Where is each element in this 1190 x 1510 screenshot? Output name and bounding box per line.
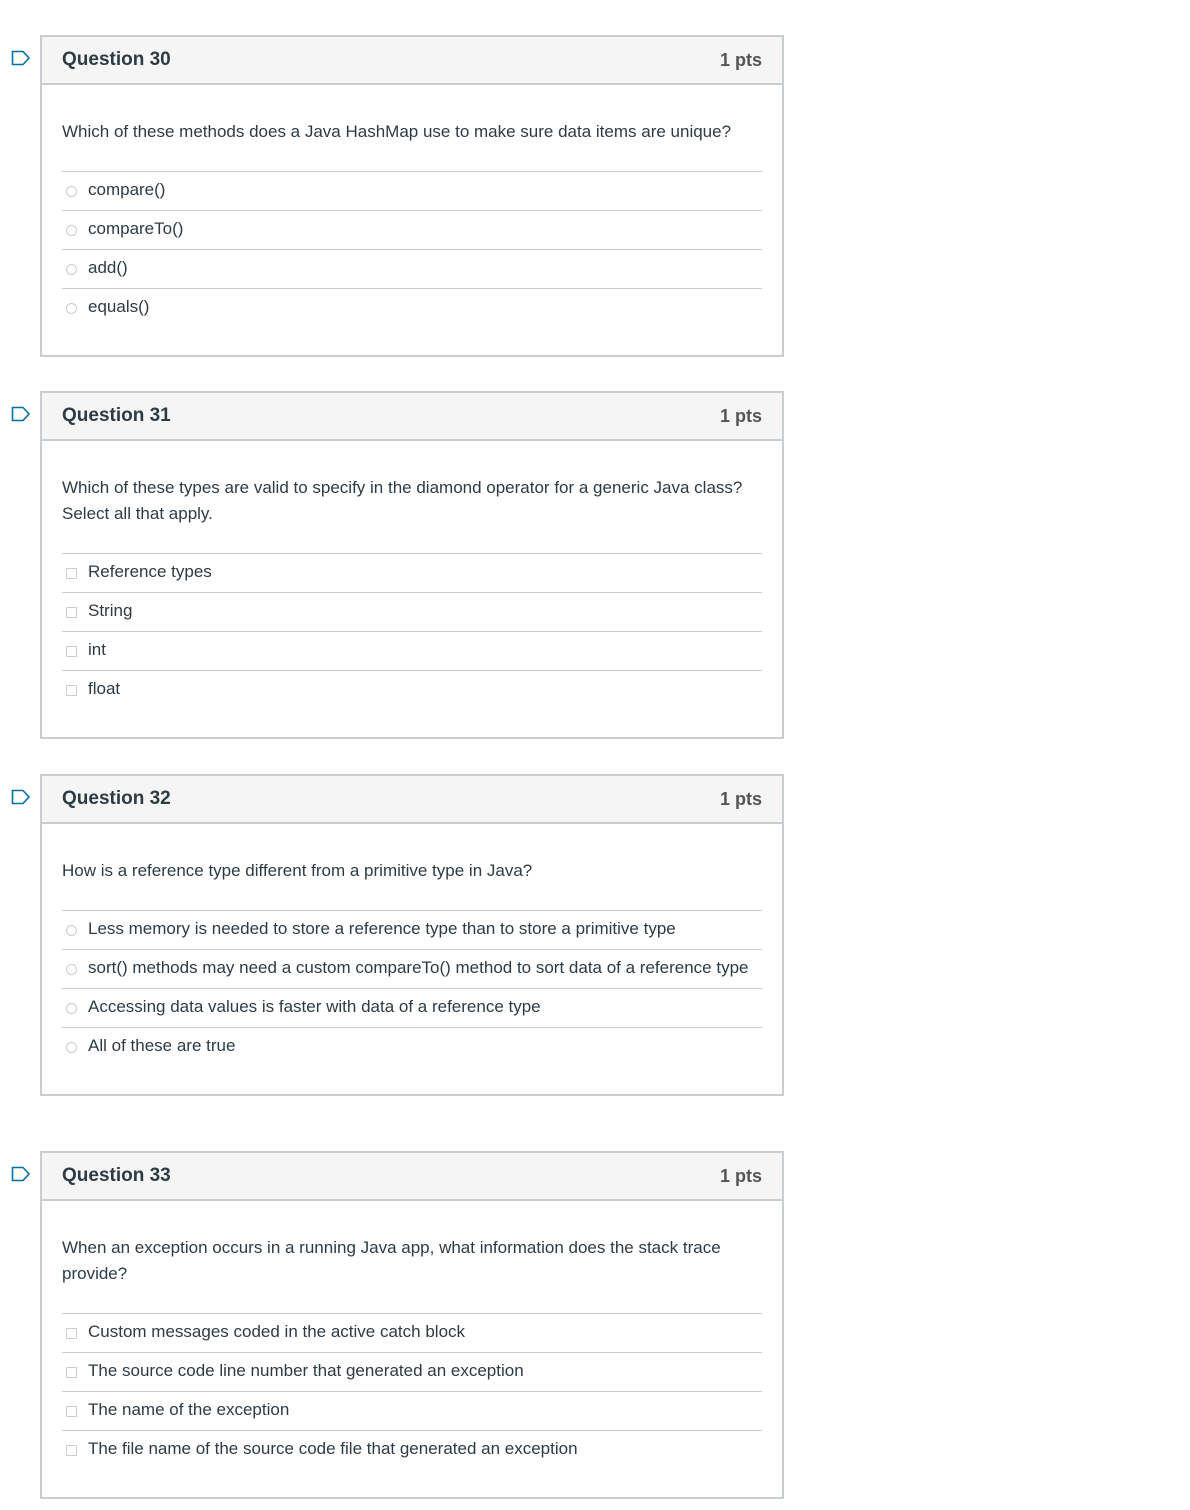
question-header (42, 1153, 782, 1201)
answer-option[interactable] (62, 1353, 762, 1392)
checkbox[interactable] (66, 685, 77, 696)
answer-option[interactable] (62, 211, 762, 250)
question-points: 1 pts (719, 1165, 762, 1186)
answer-option[interactable] (62, 671, 762, 709)
checkbox[interactable] (66, 1445, 77, 1456)
question-body (42, 85, 782, 355)
question-text: Which of these types are valid to specify in the diamond operator for a generic Java class? Select all that apply. (62, 478, 743, 523)
radio-button[interactable] (66, 186, 77, 197)
answer-label: sort() methods may need a custom compareTo() method to sort data of a reference type (88, 958, 749, 977)
question-card (40, 391, 784, 739)
answer-label: The source code line number that generated an exception (88, 1361, 524, 1380)
question-text: How is a reference type different from a primitive type in Java? (62, 861, 533, 880)
question-title: Question 31 (62, 405, 171, 426)
question-points: 1 pts (719, 49, 762, 70)
answer-label: All of these are true (88, 1036, 236, 1055)
question-body (42, 441, 782, 737)
question-title: Question 32 (62, 788, 171, 809)
radio-button[interactable] (66, 1042, 77, 1053)
answer-label: Less memory is needed to store a reference type than to store a primitive type (88, 919, 676, 938)
answer-option[interactable] (62, 289, 762, 327)
answer-option[interactable] (62, 1028, 762, 1066)
answer-list (62, 553, 762, 709)
question-header (42, 776, 782, 824)
answer-option[interactable] (62, 989, 762, 1028)
checkbox[interactable] (66, 568, 77, 579)
checkbox[interactable] (66, 607, 77, 618)
answer-list (62, 1313, 762, 1469)
answer-label: equals() (88, 297, 150, 316)
question-header (42, 393, 782, 441)
answer-label: Reference types (88, 562, 212, 581)
radio-button[interactable] (66, 1003, 77, 1014)
answer-label: The file name of the source code file that generated an exception (88, 1439, 578, 1458)
radio-button[interactable] (66, 264, 77, 275)
answer-label: int (88, 640, 106, 659)
answer-option[interactable] (62, 172, 762, 211)
answer-label: float (88, 679, 121, 698)
radio-button[interactable] (66, 925, 77, 936)
answer-option[interactable] (62, 1431, 762, 1469)
flag-question-icon[interactable] (11, 1166, 31, 1182)
radio-button[interactable] (66, 225, 77, 236)
answer-option[interactable] (62, 1392, 762, 1431)
answer-option[interactable] (62, 950, 762, 989)
question-body (42, 824, 782, 1094)
answer-list (62, 910, 762, 1066)
answer-label: Custom messages coded in the active catch block (88, 1322, 466, 1341)
answer-label: String (88, 601, 133, 620)
radio-button[interactable] (66, 303, 77, 314)
answer-label: add() (88, 258, 128, 277)
answer-label: compareTo() (88, 219, 184, 238)
question-text: Which of these methods does a Java HashMap use to make sure data items are unique? (62, 122, 732, 141)
answer-label: The name of the exception (88, 1400, 290, 1419)
question-card (40, 774, 784, 1096)
answer-option[interactable] (62, 911, 762, 950)
answer-option[interactable] (62, 554, 762, 593)
answer-option[interactable] (62, 250, 762, 289)
answer-option[interactable] (62, 1314, 762, 1353)
question-card (40, 1151, 784, 1499)
checkbox[interactable] (66, 1406, 77, 1417)
question-text: When an exception occurs in a running Java app, what information does the stack trace provide? (62, 1238, 721, 1283)
flag-question-icon[interactable] (11, 406, 31, 422)
question-points: 1 pts (719, 405, 762, 426)
answer-list (62, 171, 762, 327)
question-card (40, 35, 784, 357)
answer-option[interactable] (62, 632, 762, 671)
checkbox[interactable] (66, 1328, 77, 1339)
question-body (42, 1201, 782, 1497)
checkbox[interactable] (66, 1367, 77, 1378)
question-title: Question 33 (62, 1165, 171, 1186)
checkbox[interactable] (66, 646, 77, 657)
answer-option[interactable] (62, 593, 762, 632)
question-points: 1 pts (719, 788, 762, 809)
answer-label: Accessing data values is faster with data of a reference type (88, 997, 541, 1016)
question-title: Question 30 (62, 49, 171, 70)
answer-label: compare() (88, 180, 166, 199)
radio-button[interactable] (66, 964, 77, 975)
flag-question-icon[interactable] (11, 50, 31, 66)
flag-question-icon[interactable] (11, 789, 31, 805)
question-header (42, 37, 782, 85)
